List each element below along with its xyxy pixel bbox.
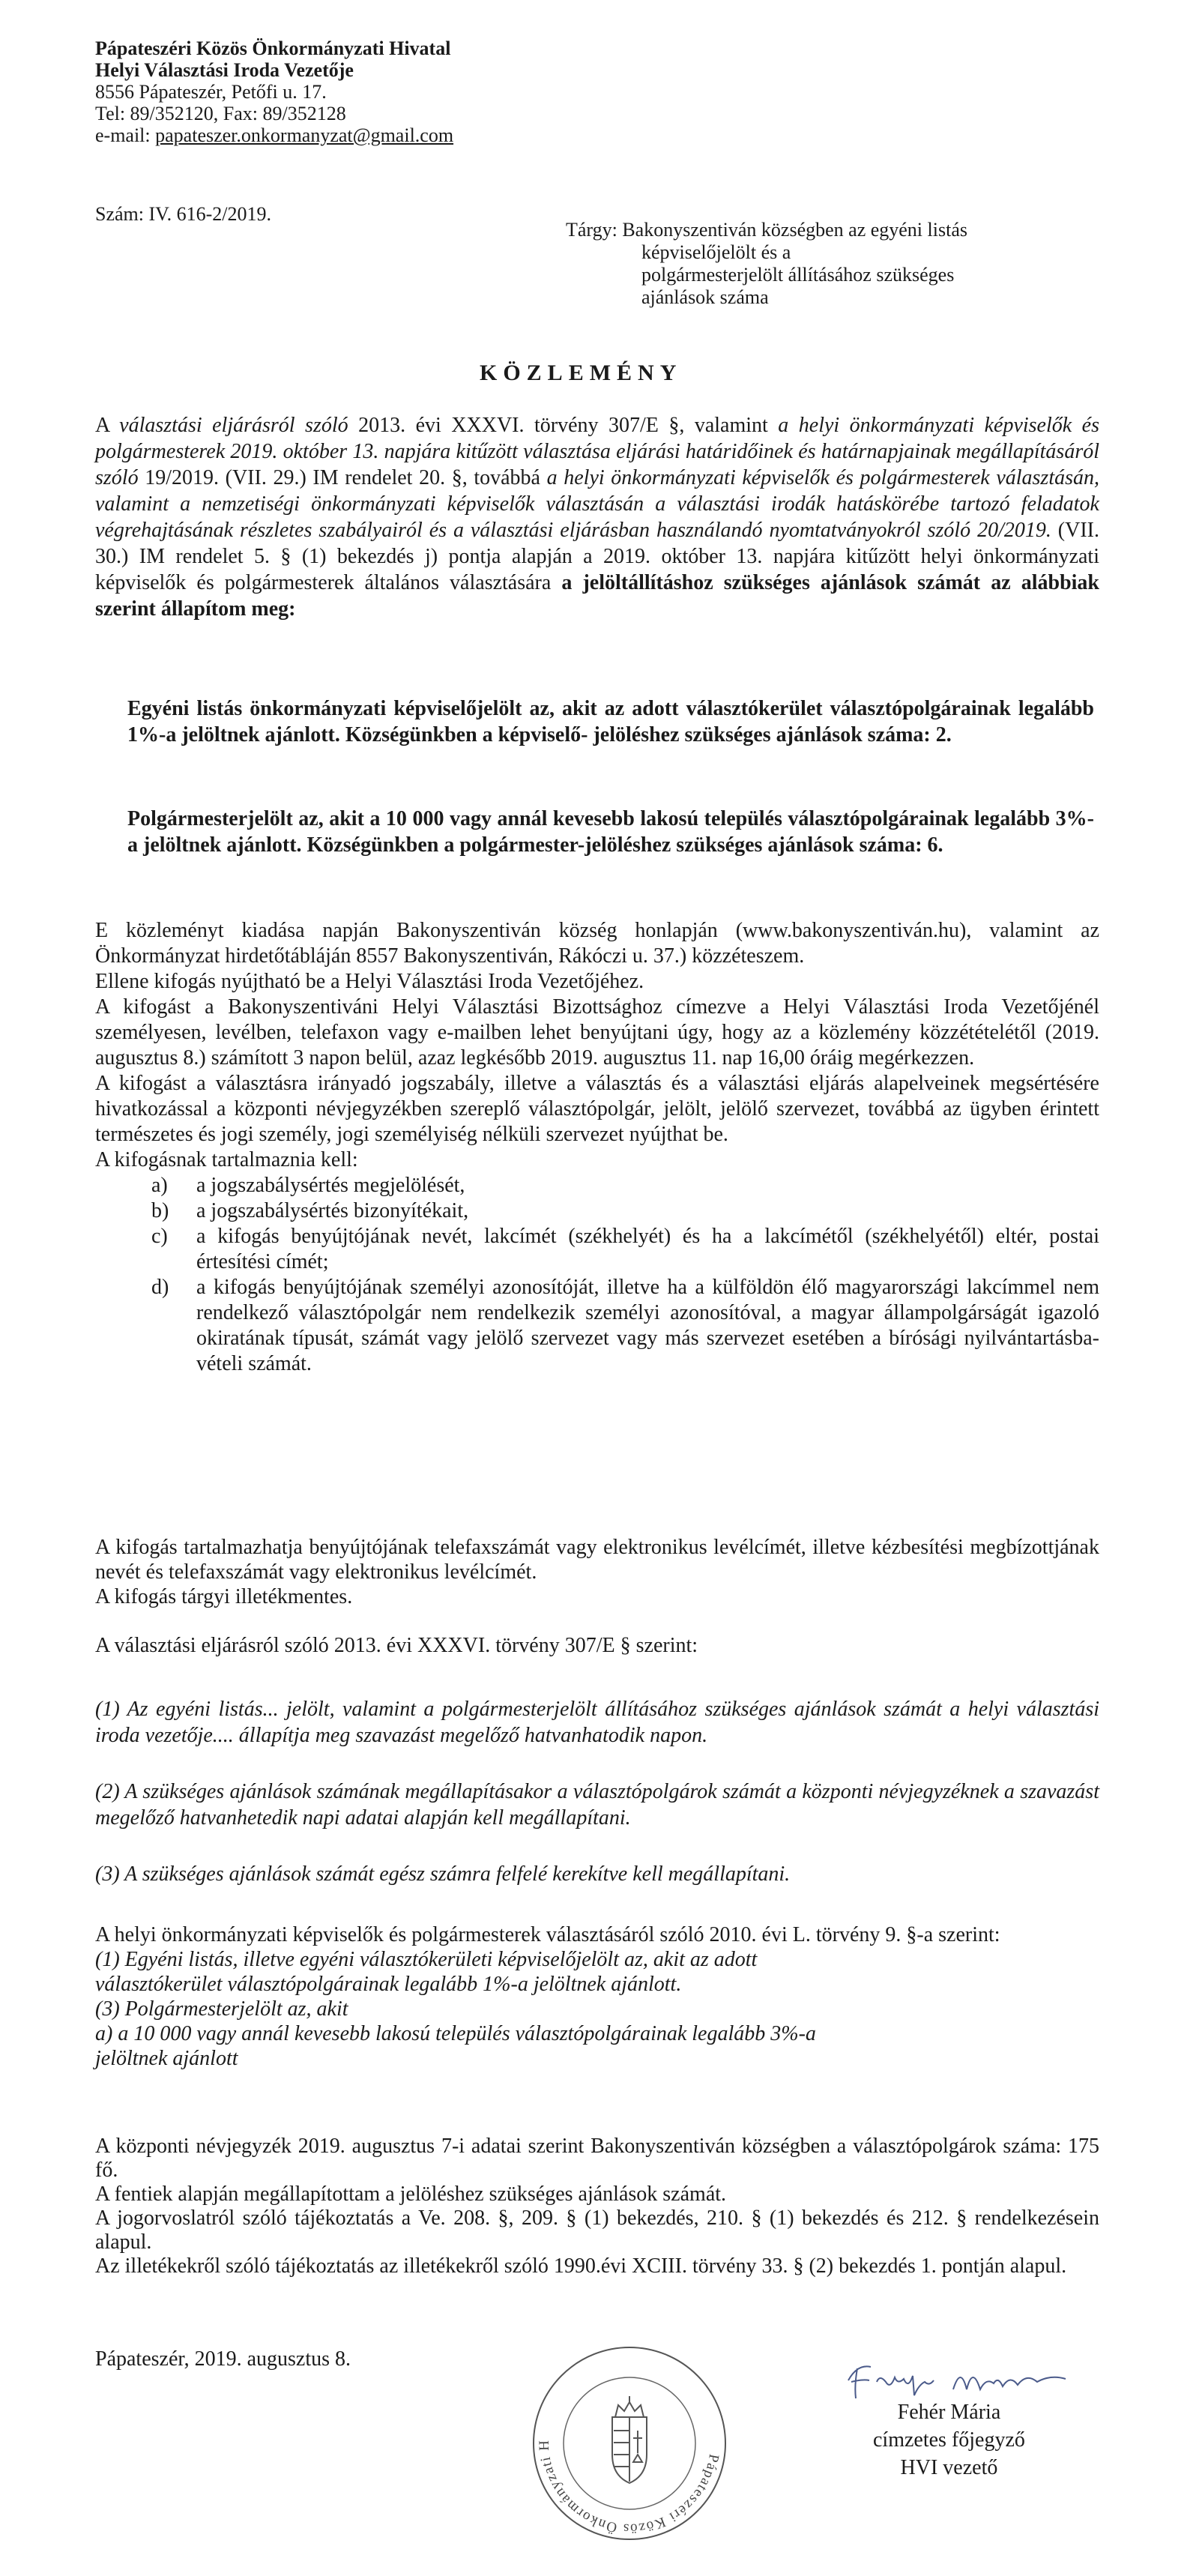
intro-text-5: 19/2019. (VII. 29.) IM rendelet 20. §, továbbá [138, 466, 547, 489]
signature-scribble [841, 2359, 1081, 2404]
intro-text-4: a helyi önkormányzati képviselők és polgármesterek 2019. október 13. napjára kitűzött választása eljárási határidőinek és határnapjainak megállapításáról szóló [95, 414, 1099, 489]
subject-line-1: Bakonyszentiván községben az egyéni listás [622, 219, 967, 241]
publication-notice: E közleményt kiadása napján Bakonyszentiván község honlapján (www.bakonyszentiván.hu), valamint az Önkormányzat hirdetőtábláján 8557 Bakonyszentiván, Rákóczi u. 37.) közzéteszem. [95, 919, 1099, 968]
closing-section [95, 2135, 1099, 2278]
email-label: e-mail: [95, 124, 156, 146]
objection-right: Ellene kifogás nyújtható be a Helyi Választási Iroda Vezetőjéhez. [95, 970, 644, 993]
objection-items-list [151, 1173, 1099, 1377]
legal-remedy-info: A jogorvoslatról szóló tájékoztatás a Ve. 208. §, 209. § (1) bekezdés, 210. § (1) bekezdés és 212. § rendelkezésein alapul. [95, 2207, 1099, 2254]
list-item: a) a jogszabálysértés megjelölését, [151, 1174, 465, 1197]
stamp-text: Pápateszéri Közös Önkormányzati H [536, 2439, 722, 2537]
intro-text-7: (VII. 30.) IM rendelet 5. § (1) bekezdés j) pontja alapján a 2019. október 13. napjára kitűzött helyi önkormányzati képviselők és polgármesterek általános választására [95, 519, 1099, 594]
list-item: d) a kifogás benyújtójának személyi azonosítóját, illetve ha a külföldön élő magyarországi lakcímmel nem rendelkező választópolgár nem rendelkezik személyi azonosítóval, a magyar állampolgárságát igazoló okiratának típusát, számát vagy jelölő szervezet vagy más szervezet esetében a bírósági nyilvántartásba-vételi számát. [151, 1276, 1099, 1375]
voter-count: A központi névjegyzék 2019. augusztus 7-i adatai szerint Bakonyszentiván községben a választópolgárok száma: 175 fő. [95, 2135, 1099, 2182]
law2-section [95, 1922, 1077, 2071]
org-name: Pápateszéri Közös Önkormányzati Hivatal [95, 37, 451, 59]
address: 8556 Pápateszér, Petőfi u. 17. [95, 81, 327, 103]
law1-quote-3: (3) A szükséges ajánlások számát egész számra felfelé kerekítve kell megállapítani. [95, 1862, 791, 1886]
list-item: b) a jogszabálysértés bizonyítékait, [151, 1199, 469, 1222]
objection-deadline: A kifogást a Bakonyszentiváni Helyi Választási Bizottsághoz címezve a Helyi Választási Iroda Vezetőjénél személyesen, levélben, telefaxon vagy e-mailben lehet benyújtani úgy, hogy az a közlemény közzétételétől (2019. augusztus 8.) számított 3 napon belül, azaz legkésőbb 2019. augusztus 11. nap 16,00 óráig megérkezzen. [95, 995, 1099, 1070]
email-line [95, 124, 620, 146]
official-stamp [528, 2342, 731, 2545]
intro-text-2: választási eljárásról szóló [119, 414, 348, 437]
subject-label: Tárgy: [566, 219, 623, 241]
optional-section [95, 1535, 1099, 1609]
place-date: Pápateszér, 2019. augusztus 8. [95, 2347, 351, 2371]
rule-mayor: Polgármesterjelölt az, akit a 10 000 vagy annál kevesebb lakosú település választópolgárainak legalább 3%-a jelöltnek ajánlott. Községünkben a polgármester-jelöléshez szükséges ajánlások száma: 6. [127, 807, 1094, 857]
list-item: c) a kifogás benyújtójának nevét, lakcímét (székhelyét) és ha a lakcímétől (székhelyétől) eltér, postai értesítési címét; [151, 1225, 1099, 1273]
letterhead [95, 37, 620, 146]
law2-heading: A helyi önkormányzati képviselők és polgármesterek választásáról szóló 2010. évi L. törvény 9. §-a szerint: [95, 1923, 1000, 1946]
optional-contents: A kifogás tartalmazhatja benyújtójának telefaxszámát vagy elektronikus levélcímét, illetve kézbesítési megbízottjának nevét és telefaxszámát vagy elektronikus levélcímét. [95, 1536, 1099, 1584]
signer-role: HVI vezető [900, 2456, 998, 2479]
objection-contents-heading: A kifogásnak tartalmaznia kell: [95, 1148, 358, 1171]
law1-heading: A választási eljárásról szóló 2013. évi XXXVI. törvény 307/E § szerint: [95, 1634, 698, 1657]
email-link[interactable]: papateszer.onkormanyzat@gmail.com [155, 124, 454, 146]
law2-quote-3: (3) Polgármesterjelölt az, akit [95, 1997, 348, 2021]
law1-quote-1: (1) Az egyéni listás... jelölt, valamint a polgármesterjelölt állításához szükséges ajánlások számát a helyi választási iroda vezetője.... állapítja meg szavazást megelőző hatvanhatodik napon. [95, 1698, 1099, 1747]
fee-info: Az illetékekről szóló tájékoztatás az illetékekről szóló 1990.évi XCIII. törvény 33. § (2) bekezdés 1. pontján alapul. [95, 2254, 1067, 2278]
coat-of-arms-icon [612, 2396, 647, 2483]
intro-text-8: a jelöltállításhoz szükséges ajánlások számát az alábbiak szerint állapítom meg: [95, 571, 1099, 621]
intro-paragraph [95, 412, 1099, 622]
law2-quote-1: (1) Egyéni listás, illetve egyéni választókerületi képviselőjelölt az, akit az adott választókerület választópolgárainak legalább 1%-a jelöltnek ajánlott. [95, 1948, 758, 1996]
intro-text-1: A [95, 414, 120, 437]
subject-block [566, 219, 1120, 309]
reference-number: Szám: IV. 616-2/2019. [95, 203, 271, 225]
rule-councillor: Egyéni listás önkormányzati képviselőjelölt az, akit az adott választókerület választópolgárainak legalább 1%-a jelöltnek ajánlott. Községünkben a képviselő- jelöléshez szükséges ajánlások száma: 2. [127, 697, 1094, 746]
subject-line-2: képviselőjelölt és a [641, 241, 791, 263]
signature-block [873, 2398, 1025, 2482]
signer-title: címzetes főjegyző [873, 2428, 1025, 2452]
intro-text-6: a helyi önkormányzati képviselők és polgármesterek választásán, valamint a nemzetiségi önkormányzati képviselők választásán a választási irodák hatáskörébe tartozó feladatok végrehajtásának részletes szabályairól és a választási eljárásban használandó nyomtatványokról szóló 20/2019. [95, 466, 1099, 542]
subject-line-4: ajánlások száma [641, 286, 769, 308]
subject-line-3: polgármesterjelölt állításához szükséges [641, 264, 955, 286]
phone-fax: Tel: 89/352120, Fax: 89/352128 [95, 103, 346, 124]
page-title: KÖZLEMÉNY [480, 361, 683, 385]
objection-grounds: A kifogást a választásra irányadó jogszabály, illetve a választás és a választási eljárás alapelveinek megsértésére hivatkozással a központi névjegyzékben szereplő választópolgár, jelölt, jelölő szervezet, továbbá az ügyben érintett természetes és jogi személy, jogi személyiség nélküli szervezet nyújthat be. [95, 1072, 1099, 1146]
law2-quote-3a: a) a 10 000 vagy annál kevesebb lakosú település választópolgárainak legalább 3%-a jelöltnek ajánlott [95, 2022, 816, 2070]
publication-section [95, 918, 1099, 1377]
law1-quote-2: (2) A szükséges ajánlások számának megállapításakor a választópolgárok számát a központi névjegyzéknek a szavazást megelőző hatvanhetedik napi adatai alapján kell megállapítani. [95, 1780, 1099, 1830]
office-name: Helyi Választási Iroda Vezetője [95, 59, 354, 81]
determination: A fentiek alapján megállapítottam a jelöléshez szükséges ajánlások számát. [95, 2183, 727, 2206]
fee-exemption: A kifogás tárgyi illetékmentes. [95, 1585, 353, 1608]
intro-text-3: 2013. évi XXXVI. törvény 307/E §, valamint [348, 414, 779, 437]
signer-name: Fehér Mária [897, 2401, 1001, 2424]
